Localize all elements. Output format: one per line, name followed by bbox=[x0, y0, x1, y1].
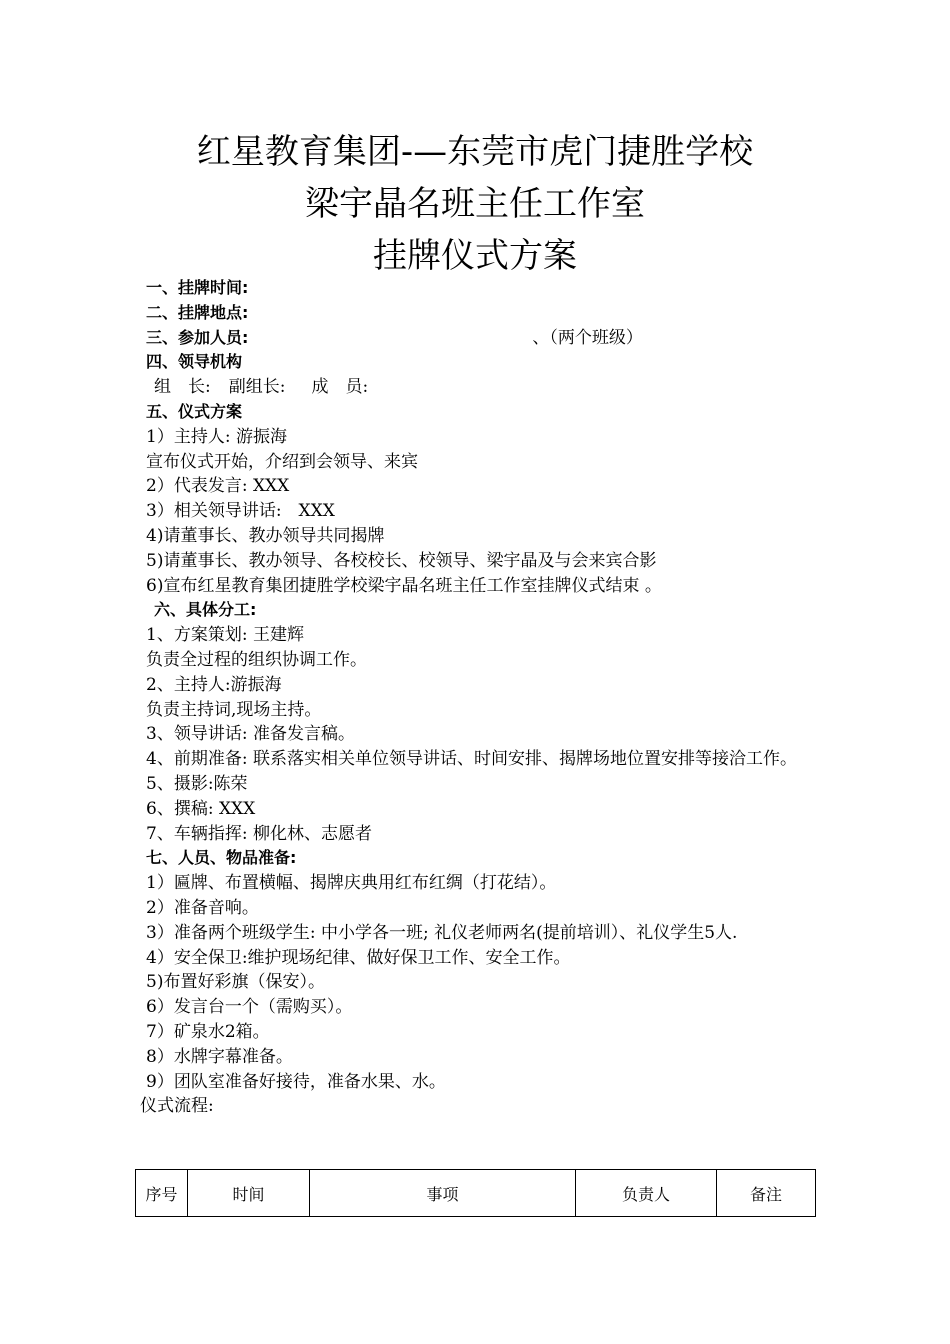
table-header-cell: 序号 bbox=[136, 1170, 188, 1217]
table-header-cell: 事项 bbox=[310, 1170, 576, 1217]
document-title-block bbox=[0, 126, 950, 282]
role-member: 成 员: bbox=[311, 377, 369, 398]
ceremony-item: 3）相关领导讲话: XXX bbox=[146, 501, 335, 522]
flow-label: 仪式流程: bbox=[140, 1096, 214, 1117]
section-heading-location: 二、挂牌地点: bbox=[146, 302, 249, 322]
preparation-item: 7）矿泉水2箱。 bbox=[146, 1021, 270, 1042]
section-heading-ceremony: 五、仪式方案 bbox=[146, 401, 243, 421]
preparation-item: 5)布置好彩旗（保安）。 bbox=[146, 972, 325, 993]
title-line-1: 红星教育集团-—东莞市虎门捷胜学校 bbox=[196, 132, 754, 172]
table-header-cell: 备注 bbox=[717, 1170, 816, 1217]
section-heading-leadership: 四、领导机构 bbox=[146, 352, 243, 372]
document-body bbox=[140, 276, 816, 1119]
division-item: 负责主持词,现场主持。 bbox=[146, 699, 322, 720]
table-header-cell: 负责人 bbox=[576, 1170, 717, 1217]
preparation-item: 1）匾牌、布置横幅、揭牌庆典用红布红绸（打花结）。 bbox=[146, 873, 557, 894]
ceremony-flow-table bbox=[135, 1169, 816, 1217]
preparation-item: 3）准备两个班级学生: 中小学各一班; 礼仪老师两名(提前培训）、礼仪学生5人. bbox=[146, 922, 738, 943]
preparation-item: 4）安全保卫:维护现场纪律、做好保卫工作、安全工作。 bbox=[146, 947, 571, 968]
leadership-roles bbox=[146, 375, 816, 400]
role-deputy: 副组长: bbox=[228, 377, 286, 398]
ceremony-item: 6)宣布红星教育集团捷胜学校梁宇晶名班主任工作室挂牌仪式结束 。 bbox=[146, 575, 662, 596]
preparation-item: 8）水牌字幕准备。 bbox=[146, 1046, 293, 1067]
division-item: 3、领导讲话: 准备发言稿。 bbox=[146, 724, 355, 745]
division-item: 负责全过程的组织协调工作。 bbox=[146, 649, 367, 670]
ceremony-item: 4)请董事长、教办领导共同揭牌 bbox=[146, 525, 385, 546]
preparation-item: 6）发言台一个（需购买）。 bbox=[146, 997, 353, 1018]
section-participants bbox=[146, 326, 816, 351]
division-item: 7、车辆指挥: 柳化林、志愿者 bbox=[146, 823, 372, 844]
preparation-item: 9）团队室准备好接待，准备水果、水。 bbox=[146, 1071, 446, 1092]
title-line-2: 梁宇晶名班主任工作室 bbox=[305, 184, 645, 224]
ceremony-item: 宣布仪式开始，介绍到会领导、来宾 bbox=[146, 451, 418, 472]
participants-tail: 、（两个班级） bbox=[532, 327, 643, 348]
ceremony-item: 2）代表发言: XXX bbox=[146, 476, 290, 497]
division-item: 2、主持人:游振海 bbox=[146, 674, 282, 695]
ceremony-item: 5)请董事长、教办领导、各校校长、校领导、梁宇晶及与会来宾合影 bbox=[146, 550, 657, 571]
section-heading-division: 六、具体分工: bbox=[154, 600, 257, 620]
table-header-cell: 时间 bbox=[188, 1170, 310, 1217]
ceremony-item: 1）主持人: 游振海 bbox=[146, 426, 287, 447]
division-item: 1、方案策划: 王建辉 bbox=[146, 625, 304, 646]
preparation-item: 2）准备音响。 bbox=[146, 897, 259, 918]
division-item: 4、前期准备: 联系落实相关单位领导讲话、时间安排、揭牌场地位置安排等接洽工作。 bbox=[146, 749, 797, 770]
section-heading-preparation: 七、人员、物品准备: bbox=[146, 848, 297, 868]
section-heading-participants: 三、参加人员: bbox=[146, 327, 249, 347]
section-heading-time: 一、挂牌时间: bbox=[146, 278, 249, 297]
role-leader: 组 长: bbox=[154, 377, 211, 398]
title-line-3: 挂牌仪式方案 bbox=[373, 236, 577, 276]
division-item: 6、撰稿: XXX bbox=[146, 798, 256, 819]
division-item: 5、摄影:陈荣 bbox=[146, 773, 248, 794]
table-header-row bbox=[136, 1170, 816, 1217]
